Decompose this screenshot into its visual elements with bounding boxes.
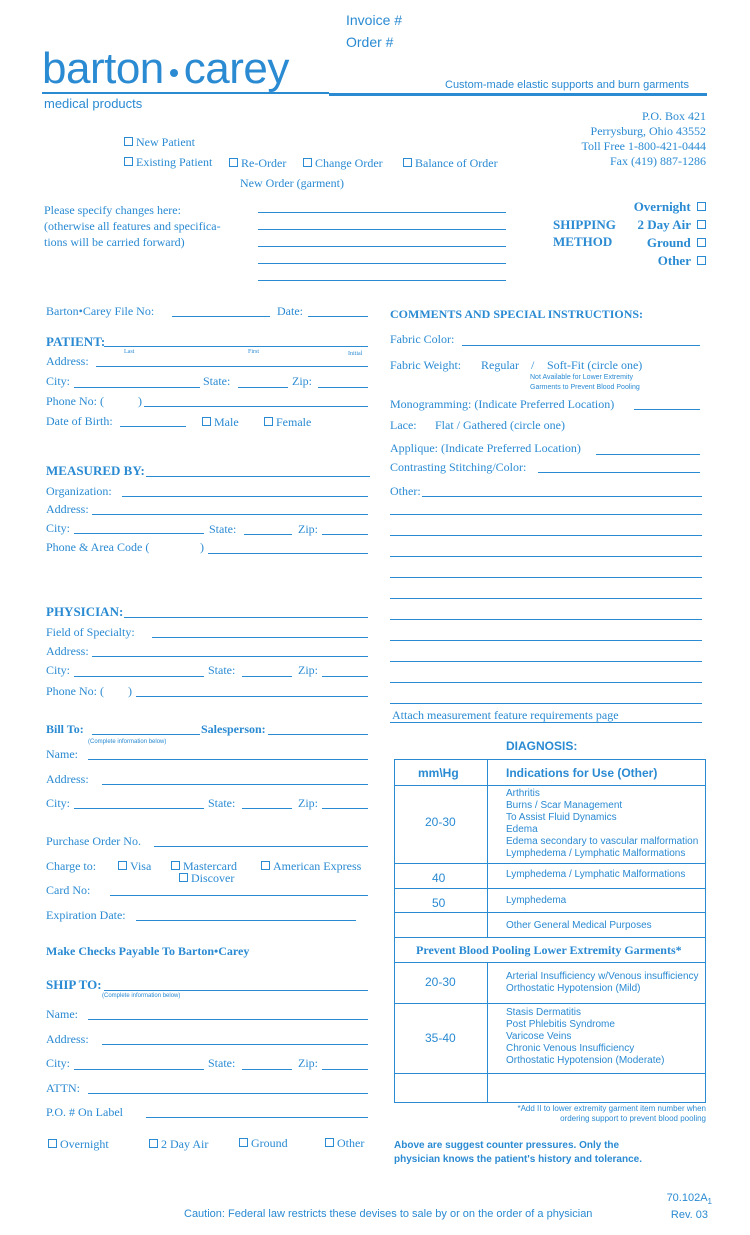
option-label: New Patient <box>136 135 195 149</box>
indication-item: Arterial Insufficiency w/Venous insufficiency <box>506 971 699 982</box>
physician-phone-label: Phone No: ( <box>46 684 104 698</box>
comment-line[interactable] <box>390 514 702 515</box>
ship-overnight-option[interactable] <box>48 1137 109 1152</box>
checkbox[interactable] <box>149 1139 158 1148</box>
option-label: Mastercard <box>183 859 237 873</box>
ship-city-field[interactable] <box>74 1069 204 1070</box>
measured-address-label: Address: <box>46 502 89 516</box>
physician-city-field[interactable] <box>74 676 204 677</box>
patient-phone-label: Phone No: ( <box>46 394 104 408</box>
checkbox[interactable] <box>403 158 412 167</box>
comment-line[interactable] <box>390 619 702 620</box>
comment-line[interactable] <box>390 640 702 641</box>
revision: Rev. 03 <box>670 1209 708 1221</box>
comment-line[interactable] <box>390 556 702 557</box>
lace-options[interactable]: Flat / Gathered (circle one) <box>435 418 565 432</box>
option-label: Visa <box>130 859 152 873</box>
attn-label: ATTN: <box>46 1081 80 1095</box>
file-no-label: Barton•Carey File No: <box>46 304 155 318</box>
other-label: Other: <box>390 484 421 498</box>
logo-subtitle: medical products <box>44 96 143 111</box>
po-field[interactable] <box>154 846 368 847</box>
footnote <box>517 1104 706 1124</box>
table-rule <box>394 912 706 913</box>
comment-line[interactable] <box>390 535 702 536</box>
patient-city-label: City: <box>46 374 71 388</box>
counter-pressure-note <box>394 1139 642 1167</box>
checkbox[interactable] <box>124 137 133 146</box>
ship-address-label: Address: <box>46 1032 89 1046</box>
caution-note: Caution: Federal law restricts these devises to sale by or on the order of a physician <box>184 1208 593 1220</box>
not-available-note: Not Available for Lower Extremity <box>530 374 633 381</box>
measured-phone-label: Phone & Area Code ( <box>46 540 150 554</box>
logo-underline <box>42 92 329 94</box>
checkbox[interactable] <box>48 1139 57 1148</box>
option-label: Re-Order <box>241 156 287 170</box>
measured-by-field[interactable] <box>146 476 370 477</box>
physician-state-label: State: <box>208 663 236 677</box>
ship-city-label: City: <box>46 1056 71 1070</box>
bill-name-label: Name: <box>46 747 78 761</box>
contrasting-label: Contrasting Stitching/Color: <box>390 460 527 474</box>
form-number-text: 70.102A <box>666 1192 708 1204</box>
first-caption: First <box>248 349 260 355</box>
form-number <box>667 1192 712 1206</box>
bill-to-field[interactable] <box>92 734 200 735</box>
shipping-option-overnight[interactable] <box>634 198 706 216</box>
indication-item: Varicose Veins <box>506 1031 572 1042</box>
measured-phone-close: ) <box>200 540 204 554</box>
indication-item: Edema secondary to vascular malformation <box>506 836 699 847</box>
shipping-method-label <box>553 216 616 250</box>
indication-item: Orthostatic Hypotension (Moderate) <box>506 1055 665 1066</box>
bill-name-field[interactable] <box>88 759 368 760</box>
physician-phone-field[interactable] <box>136 696 368 697</box>
option-label: Balance of Order <box>415 156 498 170</box>
amex-option[interactable] <box>261 859 361 874</box>
shipping-label-line: SHIPPING <box>553 217 616 232</box>
ship-to-title: SHIP TO: <box>46 977 102 992</box>
physician-address-field[interactable] <box>92 656 368 657</box>
dob-field[interactable] <box>120 426 186 427</box>
ship-other-option[interactable] <box>325 1136 364 1151</box>
option-label: American Express <box>273 859 362 873</box>
checkbox[interactable] <box>239 1138 248 1147</box>
physician-phone-close: ) <box>128 684 132 698</box>
ship-address-field[interactable] <box>102 1044 368 1045</box>
dob-label: Date of Birth: <box>46 414 113 428</box>
option-label: Change Order <box>315 156 383 170</box>
charge-to-label: Charge to: <box>46 859 97 873</box>
address-line: Fax (419) 887-1286 <box>610 154 706 168</box>
col-indications-header: Indications for Use (Other) <box>506 766 658 780</box>
tagline: Custom-made elastic supports and burn garments <box>445 79 689 91</box>
changes-line-field[interactable] <box>258 280 506 281</box>
ship-name-label: Name: <box>46 1007 78 1021</box>
expiration-label: Expiration Date: <box>46 908 126 922</box>
order-label: Order # <box>346 34 394 50</box>
note-line: Above are suggest counter pressures. Only the <box>394 1140 620 1151</box>
option-label: Overnight <box>60 1137 109 1151</box>
comment-line[interactable] <box>390 598 702 599</box>
patient-address-label: Address: <box>46 354 89 368</box>
card-no-label: Card No: <box>46 883 91 897</box>
logo-dot <box>170 69 178 77</box>
table-rule <box>394 1073 706 1074</box>
measured-phone-field[interactable] <box>208 553 368 554</box>
po-on-label-field[interactable] <box>146 1117 368 1118</box>
form-number-sub: 1 <box>707 1197 712 1206</box>
card-no-field[interactable] <box>110 895 368 896</box>
ship-state-label: State: <box>208 1056 236 1070</box>
fabric-weight-slash: / <box>531 358 535 372</box>
checkbox[interactable] <box>179 873 188 882</box>
shipping-option-other[interactable] <box>634 252 706 270</box>
last-caption: Last <box>124 349 135 355</box>
checkbox[interactable] <box>171 861 180 870</box>
measured-zip-field[interactable] <box>322 534 368 535</box>
physician-city-label: City: <box>46 663 71 677</box>
checkbox[interactable] <box>325 1138 334 1147</box>
logo-text-carey: carey <box>183 44 289 93</box>
physician-zip-field[interactable] <box>322 676 368 677</box>
address-line: P.O. Box 421 <box>641 109 706 123</box>
expiration-field[interactable] <box>136 920 356 921</box>
measured-city-label: City: <box>46 521 71 535</box>
bill-zip-label: Zip: <box>298 796 318 810</box>
contrasting-field[interactable] <box>538 472 700 473</box>
diagnosis-title: DIAGNOSIS: <box>506 739 578 753</box>
row-mmhg: 20-30 <box>425 975 456 989</box>
table-rule <box>394 785 706 786</box>
physician-state-field[interactable] <box>242 676 292 677</box>
bill-to-label: Bill To: <box>46 722 84 736</box>
salesperson-label: Salesperson: <box>201 722 266 736</box>
physician-zip-label: Zip: <box>298 663 318 677</box>
indication-item: Orthostatic Hypotension (Mild) <box>506 983 641 994</box>
comment-line[interactable] <box>390 661 702 662</box>
row-mmhg: 20-30 <box>425 815 456 829</box>
patient-phone-field[interactable] <box>144 406 368 407</box>
measured-state-field[interactable] <box>244 534 292 535</box>
date-field[interactable] <box>308 316 368 317</box>
shipping-option-ground[interactable] <box>634 234 706 252</box>
bill-address-field[interactable] <box>102 784 368 785</box>
bill-state-label: State: <box>208 796 236 810</box>
specialty-label: Field of Specialty: <box>46 625 135 639</box>
organization-field[interactable] <box>122 496 368 497</box>
attn-field[interactable] <box>88 1093 368 1094</box>
bill-address-label: Address: <box>46 772 89 786</box>
table-rule <box>394 937 706 938</box>
ship-note: (Complete information below) <box>102 993 181 999</box>
measured-state-label: State: <box>209 522 237 536</box>
fabric-weight-label: Fabric Weight: <box>390 358 462 372</box>
footnote-line: ordering support to prevent blood pooling <box>560 1114 706 1123</box>
option-label: Female <box>276 415 312 429</box>
balance-order-option[interactable] <box>403 156 498 171</box>
row-mmhg: 40 <box>432 871 446 885</box>
ship-zip-label: Zip: <box>298 1056 318 1070</box>
comment-line[interactable] <box>390 577 702 578</box>
bill-state-field[interactable] <box>242 808 292 809</box>
checkbox[interactable] <box>303 158 312 167</box>
attach-note: Attach measurement feature requirements page <box>392 708 619 722</box>
row-indications <box>506 1007 664 1067</box>
table-rule <box>394 1003 706 1004</box>
option-label: Discover <box>191 871 235 885</box>
row-indications <box>506 788 698 860</box>
option-label: Overnight <box>633 199 691 214</box>
shipping-option-2day[interactable] <box>634 216 706 234</box>
po-on-label-label: P.O. # On Label <box>46 1105 123 1119</box>
ship-2day-option[interactable] <box>149 1137 208 1152</box>
logo-text-barton: barton <box>42 44 164 93</box>
indication-item: Lymphedema / Lymphatic Malformations <box>506 848 686 859</box>
header-rule <box>329 93 707 96</box>
table-rule <box>394 962 706 963</box>
ship-ground-option[interactable] <box>239 1136 288 1151</box>
applique-field[interactable] <box>596 454 700 455</box>
checkbox[interactable] <box>118 861 127 870</box>
lace-label: Lace: <box>390 418 417 432</box>
checkbox[interactable] <box>264 417 273 426</box>
female-option[interactable] <box>264 415 311 430</box>
row-mmhg: 50 <box>432 896 446 910</box>
changes-line: tions will be carried forward) <box>44 235 185 249</box>
visa-option[interactable] <box>118 859 151 874</box>
changes-line-field[interactable] <box>258 263 506 264</box>
new-order-garment: New Order (garment) <box>240 176 344 190</box>
ship-to-field[interactable] <box>104 990 368 991</box>
logo <box>42 44 289 94</box>
checkbox[interactable] <box>202 417 211 426</box>
invoice-label: Invoice # <box>346 12 403 28</box>
changes-line-field[interactable] <box>258 246 506 247</box>
patient-state-field[interactable] <box>238 387 288 388</box>
changes-line: (otherwise all features and specifica- <box>44 219 221 233</box>
row-mmhg: 35-40 <box>425 1031 456 1045</box>
change-order-option[interactable] <box>303 156 383 171</box>
re-order-option[interactable] <box>229 156 286 171</box>
option-label: Ground <box>251 1136 288 1150</box>
measured-by-title: MEASURED BY: <box>46 463 145 478</box>
patient-name-field[interactable] <box>104 346 368 347</box>
po-label: Purchase Order No. <box>46 834 141 848</box>
option-label: Existing Patient <box>136 155 213 169</box>
patient-state-label: State: <box>203 374 231 388</box>
discover-option[interactable] <box>179 871 234 886</box>
option-label: Ground <box>646 235 691 250</box>
address-line: Toll Free 1-800-421-0444 <box>581 139 706 153</box>
patient-title: PATIENT: <box>46 334 106 349</box>
table-rule <box>394 888 706 889</box>
indication-item: Chronic Venous Insufficiency <box>506 1043 635 1054</box>
address-line: Perrysburg, Ohio 43552 <box>590 124 706 138</box>
patient-zip-field[interactable] <box>318 387 368 388</box>
initial-caption: Initial <box>348 351 363 357</box>
fabric-weight-softfit[interactable]: Soft-Fit (circle one) <box>547 358 643 372</box>
indication-item: To Assist Fluid Dynamics <box>506 812 617 823</box>
patient-phone-close: ) <box>138 394 142 408</box>
fabric-color-label: Fabric Color: <box>390 332 455 346</box>
indication-item: Lymphedema / Lymphatic Malformations <box>506 869 686 880</box>
checkbox[interactable] <box>697 202 706 211</box>
row-indications <box>506 971 699 995</box>
checkbox[interactable] <box>697 256 706 265</box>
ship-name-field[interactable] <box>88 1019 368 1020</box>
fabric-color-field[interactable] <box>462 345 700 346</box>
bill-zip-field[interactable] <box>322 808 368 809</box>
file-no-field[interactable] <box>172 316 270 317</box>
physician-title: PHYSICIAN: <box>46 604 124 619</box>
footnote-line: *Add II to lower extremity garment item number when <box>517 1104 706 1113</box>
patient-city-field[interactable] <box>74 387 200 388</box>
changes-line-field[interactable] <box>258 229 506 230</box>
option-label: 2 Day Air <box>637 217 691 232</box>
changes-instructions <box>44 202 221 250</box>
checkbox[interactable] <box>124 157 133 166</box>
salesperson-field[interactable] <box>268 734 368 735</box>
checkbox[interactable] <box>229 158 238 167</box>
physician-name-field[interactable] <box>124 617 368 618</box>
monogramming-label: Monogramming: (Indicate Preferred Location) <box>390 397 615 411</box>
option-label: Male <box>214 415 239 429</box>
not-available-note: Garments to Prevent Blood Pooling <box>530 384 640 391</box>
option-label: Other <box>337 1136 365 1150</box>
bill-note: (Complete information below) <box>88 739 167 745</box>
attach-line <box>390 722 702 723</box>
ship-zip-field[interactable] <box>322 1069 368 1070</box>
measured-city-field[interactable] <box>74 533 204 534</box>
applique-label: Applique: (Indicate Preferred Location) <box>390 441 581 455</box>
checkbox[interactable] <box>697 238 706 247</box>
changes-line: Please specify changes here: <box>44 203 181 217</box>
physician-address-label: Address: <box>46 644 89 658</box>
comment-line[interactable] <box>390 703 702 704</box>
existing-patient-option[interactable] <box>124 155 212 170</box>
measured-address-field[interactable] <box>92 514 368 515</box>
measured-zip-label: Zip: <box>298 522 318 536</box>
bill-city-field[interactable] <box>74 808 204 809</box>
ship-state-field[interactable] <box>242 1069 292 1070</box>
table-rule <box>394 863 706 864</box>
patient-zip-label: Zip: <box>292 374 312 388</box>
indication-item: Lymphedema <box>506 895 567 906</box>
checkbox[interactable] <box>261 861 270 870</box>
option-label: 2 Day Air <box>161 1137 209 1151</box>
indication-item: Edema <box>506 824 538 835</box>
new-patient-option[interactable] <box>124 135 195 150</box>
monogramming-field[interactable] <box>634 409 700 410</box>
note-line: physician knows the patient's history and tolerance. <box>394 1154 642 1165</box>
option-label: Other <box>657 253 691 268</box>
indication-item: Stasis Dermatitis <box>506 1007 582 1018</box>
fabric-weight-regular[interactable]: Regular <box>481 358 519 372</box>
shipping-label-line: METHOD <box>553 234 613 249</box>
col-mmhg-header: mm\Hg <box>418 766 459 780</box>
indication-item: Other General Medical Purposes <box>506 920 652 931</box>
checkbox[interactable] <box>697 220 706 229</box>
indication-item: Arthritis <box>506 788 540 799</box>
organization-label: Organization: <box>46 484 112 498</box>
other-field[interactable] <box>422 496 702 497</box>
specialty-field[interactable] <box>152 637 368 638</box>
prevent-title: Prevent Blood Pooling Lower Extremity Garments* <box>416 943 682 957</box>
indication-item: Burns / Scar Management <box>506 800 623 811</box>
bill-city-label: City: <box>46 796 71 810</box>
male-option[interactable] <box>202 415 239 430</box>
indication-item: Post Phlebitis Syndrome <box>506 1019 615 1030</box>
patient-address-field[interactable] <box>96 366 368 367</box>
company-address <box>582 109 706 169</box>
changes-line-field[interactable] <box>258 212 506 213</box>
checks-payable: Make Checks Payable To Barton•Carey <box>46 944 250 958</box>
table-divider <box>487 962 488 1102</box>
date-label: Date: <box>277 304 303 318</box>
comment-line[interactable] <box>390 682 702 683</box>
shipping-options <box>634 198 706 270</box>
comments-title: COMMENTS AND SPECIAL INSTRUCTIONS: <box>390 307 644 321</box>
